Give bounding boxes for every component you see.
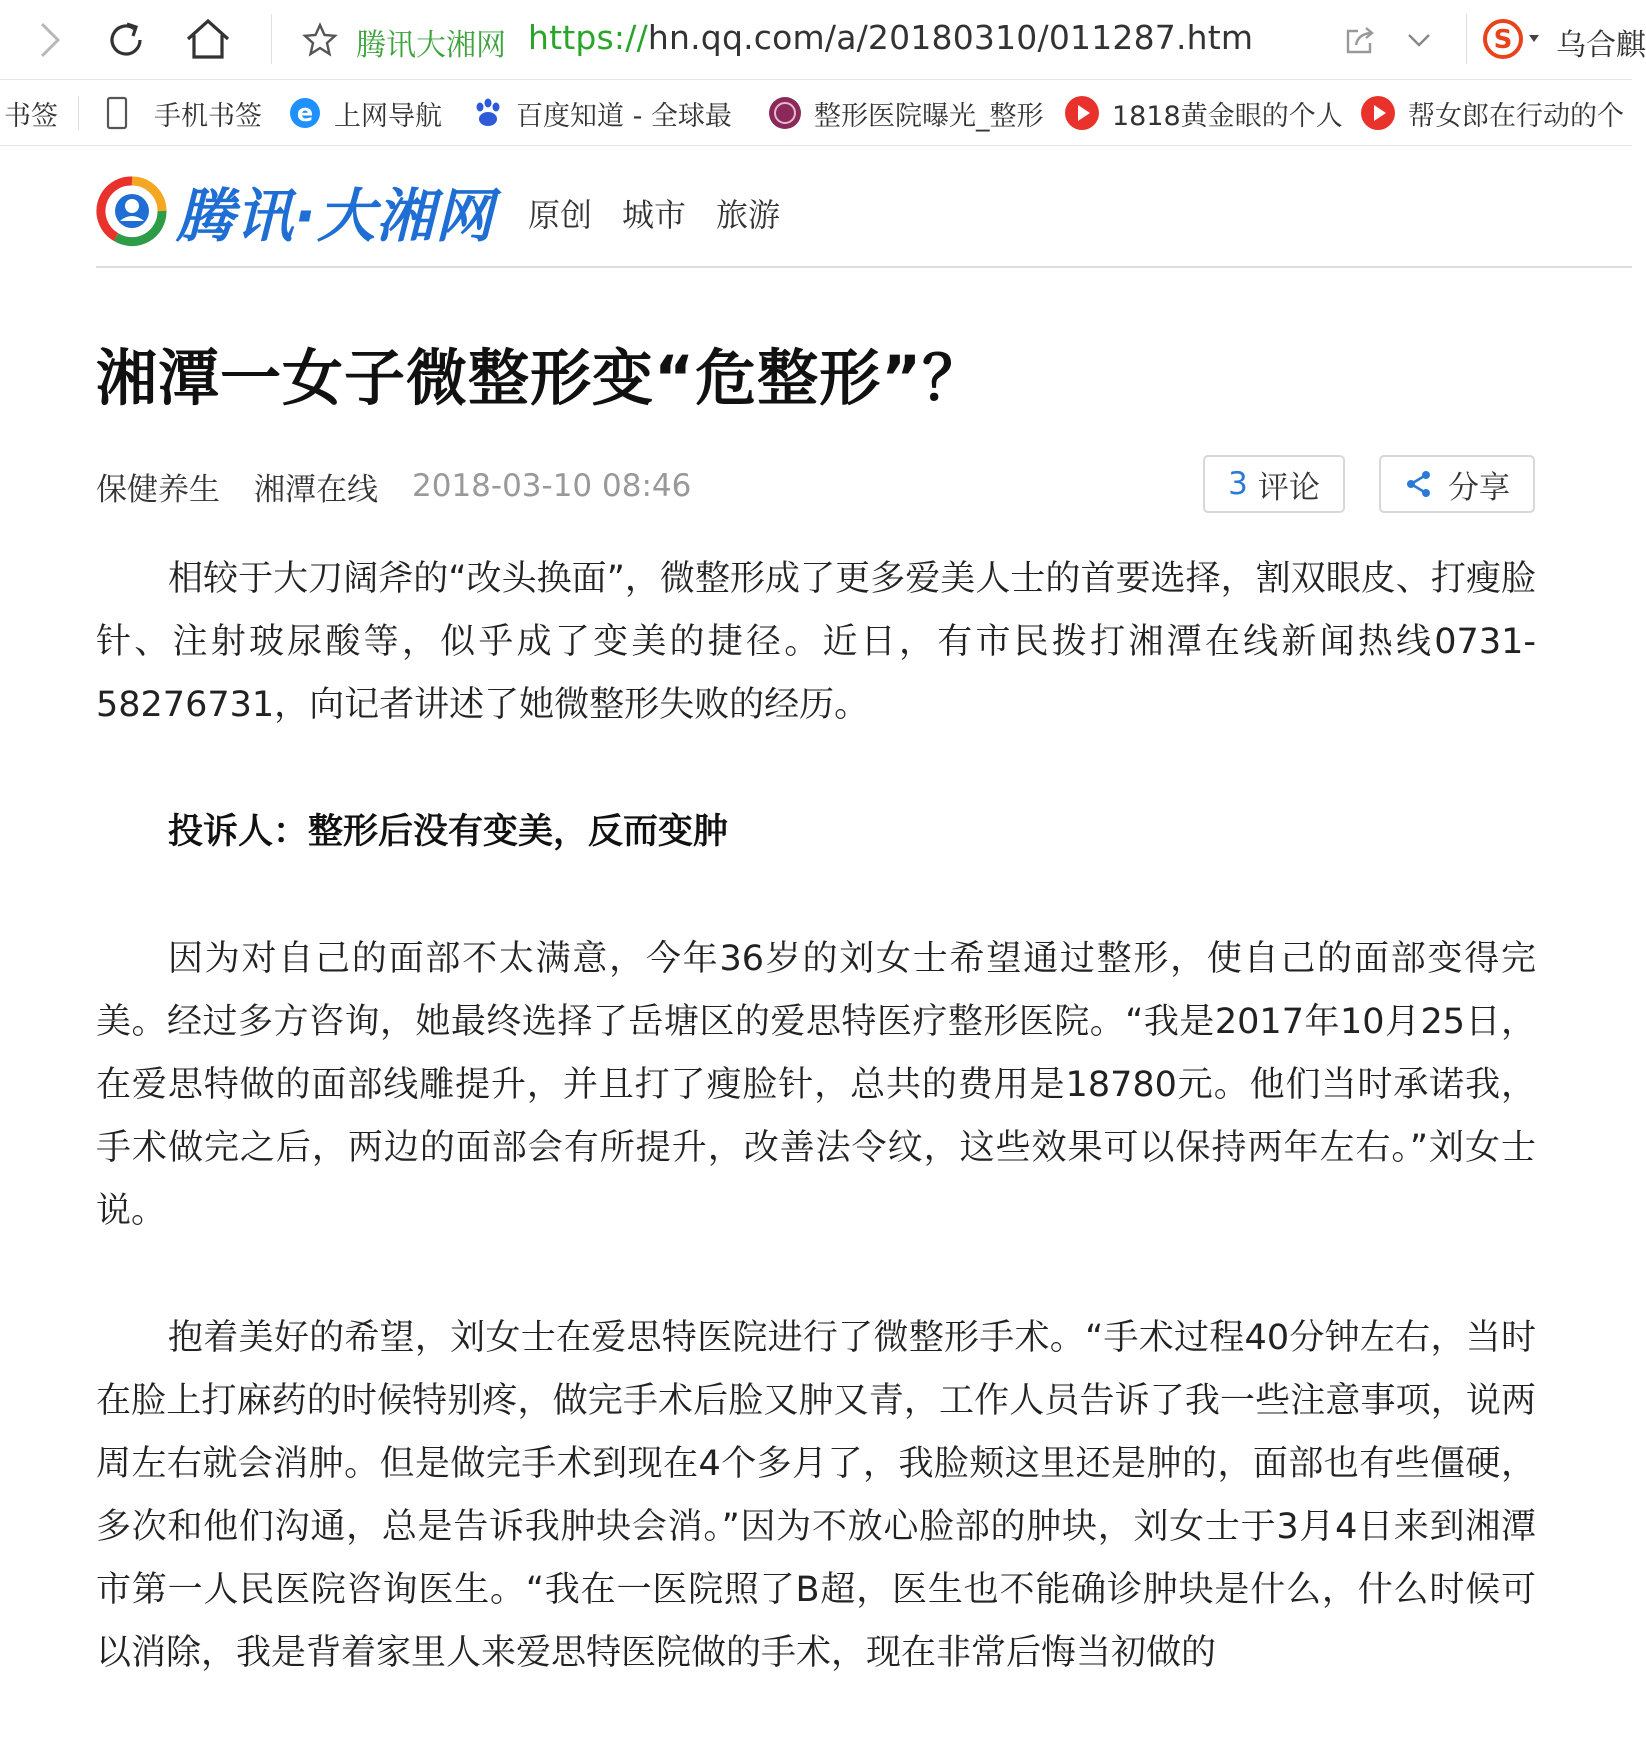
- article-body: [96, 548, 1536, 1749]
- url-text[interactable]: [528, 18, 1253, 57]
- bookmark-label: 书签: [4, 100, 58, 132]
- comment-label: 评论: [1257, 469, 1320, 506]
- tencent-logo-icon: [96, 175, 168, 247]
- share-page-icon[interactable]: [1340, 20, 1380, 60]
- comment-button[interactable]: [1203, 455, 1345, 513]
- sogou-logo-icon[interactable]: [1482, 17, 1544, 61]
- bookmarks-bar: [0, 80, 1632, 146]
- toolbar-divider: [271, 14, 272, 64]
- bookmark-label: 上网导航: [334, 100, 442, 132]
- svg-text:S: S: [1493, 25, 1513, 55]
- phone-bookmark-icon: [106, 96, 128, 130]
- site-header: [96, 170, 1632, 268]
- ie-icon: [288, 96, 322, 130]
- url-site-name: 腾讯大湘网: [356, 28, 506, 63]
- bookmark-item[interactable]: [472, 80, 736, 146]
- article-source[interactable]: 湘潭在线: [254, 471, 378, 508]
- user-profile-name[interactable]: 乌合麒: [1556, 28, 1646, 63]
- bookmark-label: 1818黄金眼的个人: [1112, 100, 1343, 132]
- nav-city[interactable]: 城市: [622, 196, 687, 234]
- toolbar-divider: [1466, 14, 1467, 64]
- article-subheading: 投诉人：整形后没有变美，反而变肿: [168, 812, 729, 852]
- url-path: hn.qq.com/a/20180310/011287.htm: [647, 18, 1254, 57]
- bookmark-item[interactable]: [1064, 80, 1343, 146]
- article-paragraph: 相较于大刀阔斧的“改头换面”，微整形成了更多爱美人士的首要选择，割双眼皮、打瘦脸针、注射玻尿酸等，似乎成了变美的捷径。近日，有市民拨打湘潭在线新闻热线0731-58276731，向记者讲述了她微整形失败的经历。: [96, 559, 1536, 725]
- bookmark-label: 手机书签: [154, 100, 262, 132]
- bookmarks-divider: [78, 96, 79, 130]
- bookmark-item[interactable]: [1360, 80, 1632, 146]
- address-bar[interactable]: [300, 0, 1340, 80]
- article-time: 2018-03-10 08:46: [412, 468, 692, 504]
- article-paragraph: 抱着美好的希望，刘女士在爱思特医院进行了微整形手术。“手术过程40分钟左右，当时在脸上打麻药的时候特别疼，做完手术后脸又肿又青，工作人员告诉了我一些注意事项，说两周左右就会消肿。但是做完手术到现在4个多月了，我脸颊这里还是肿的，面部也有些僵硬，多次和他们沟通，总是告诉我肿块会消。”因为不放心脸部的肿块，刘女士于3月4日来到湘潭市第一人民医院咨询医生。“我在一医院照了B超，医生也不能确诊肿块是什么，什么时候可以消除，我是背着家里人来爱思特医院做的手术，现在非常后悔当初做的: [96, 1318, 1536, 1673]
- baidu-paw-icon: [472, 97, 504, 129]
- browser-toolbar: [0, 0, 1646, 80]
- share-label: 分享: [1448, 469, 1510, 506]
- nav-original[interactable]: 原创: [528, 196, 593, 234]
- video-play-icon: [1360, 95, 1396, 131]
- bookmark-item[interactable]: [768, 80, 1044, 146]
- comment-count: 3: [1228, 466, 1248, 502]
- logo-text: 腾讯·大湘网: [176, 182, 495, 250]
- site-logo[interactable]: [96, 174, 494, 248]
- article-title: 湘潭一女子微整形变“危整形”？: [96, 343, 985, 414]
- star-icon[interactable]: [300, 20, 340, 60]
- article-meta: [96, 460, 691, 512]
- bookmark-label: 百度知道 - 全球最: [516, 100, 732, 132]
- bookmark-item[interactable]: [288, 80, 458, 146]
- site-nav: [528, 190, 780, 236]
- forward-icon[interactable]: [30, 18, 70, 62]
- article-paragraph: 因为对自己的面部不太满意，今年36岁的刘女士希望通过整形，使自己的面部变得完美。经过多方咨询，她最终选择了岳塘区的爱思特医疗整形医院。“我是2017年10月25日，在爱思特做的面部线雕提升，并且打了瘦脸针，总共的费用是18780元。他们当时承诺我，手术做完之后，两边的面部会有所提升，改善法令纹，这些效果可以保持两年左右。”刘女士说。: [96, 939, 1536, 1231]
- bookmark-folder[interactable]: [4, 80, 64, 146]
- url-scheme: https://: [528, 18, 648, 57]
- nav-travel[interactable]: 旅游: [716, 196, 781, 234]
- home-icon[interactable]: [183, 14, 233, 64]
- video-play-icon: [1064, 95, 1100, 131]
- bookmark-item[interactable]: [106, 80, 276, 146]
- bookmark-label: 整形医院曝光_整形: [814, 100, 1044, 132]
- svg-text:e: e: [296, 99, 314, 127]
- article-category[interactable]: 保健养生: [96, 471, 220, 508]
- bookmark-label: 帮女郎在行动的个: [1408, 100, 1624, 132]
- refresh-icon[interactable]: [102, 16, 150, 64]
- share-button[interactable]: [1379, 455, 1535, 513]
- chevron-down-icon[interactable]: [1402, 20, 1436, 60]
- hospital-logo-icon: [768, 96, 802, 130]
- share-icon: [1404, 469, 1434, 499]
